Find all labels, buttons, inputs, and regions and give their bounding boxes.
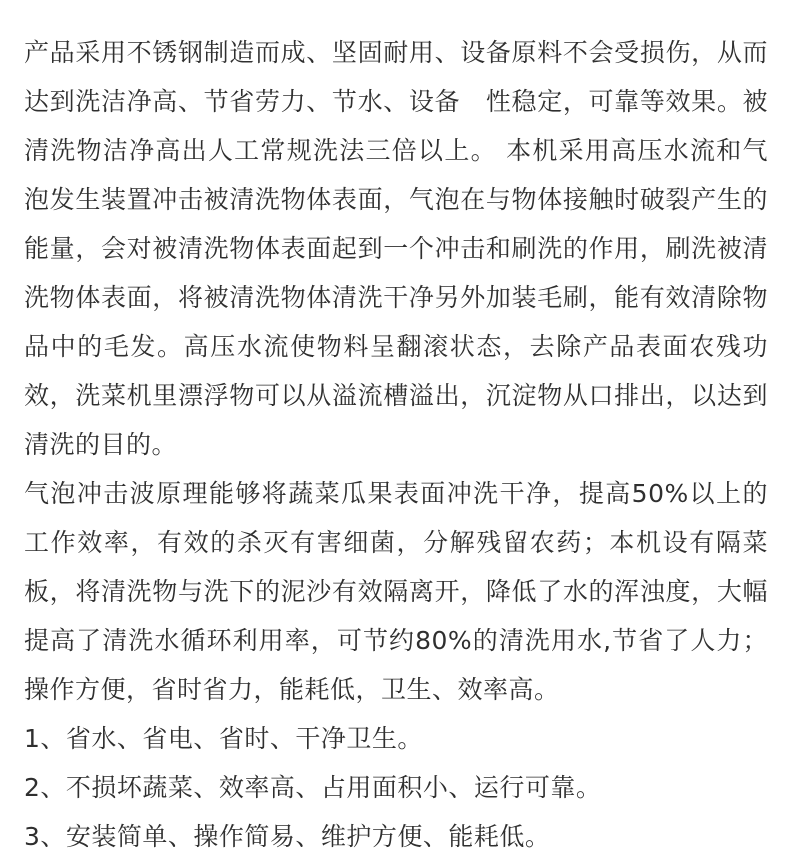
paragraph-bubble-principle: 气泡冲击波原理能够将蔬菜瓜果表面冲洗干净，提高50%以上的工作效率，有效的杀灭有害细菌，分解残留农药；本机设有隔菜板，将清洗物与洗下的泥沙有效隔离开，降低了水的浑浊度，大幅提高了清洗水循环利用率，可节约80%的清洗用水,节省了人力；操作方便，省时省力，能耗低，卫生、效率高。 bbox=[24, 479, 768, 704]
list-item-2: 2、不损坏蔬菜、效率高、占用面积小、运行可靠。 bbox=[24, 773, 602, 802]
list-item-3: 3、安装简单、操作简易、维护方便、能耗低。 bbox=[24, 822, 551, 851]
list-item-1: 1、省水、省电、省时、干净卫生。 bbox=[24, 724, 423, 753]
paragraph-product-description: 产品采用不锈钢制造而成、坚固耐用、设备原料不会受损伤，从而达到洗洁净高、节省劳力、节水、设备 性稳定，可靠等效果。被清洗物洁净高出人工常规洗法三倍以上。 本机采用高压水流和气泡发生装置冲击被清洗物体表面，气泡在与物体接触时破裂产生的能量，会对被清洗物体表面起到一个冲击和刷洗的作用，刷洗被清洗物体表面，将被清洗物体清洗干净另外加装毛刷，能有效清除物品中的毛发。高压水流使物料呈翻滚状态，去除产品表面农残功效，洗菜机里漂浮物可以从溢流槽溢出，沉淀物从口排出，以达到清洗的目的。 bbox=[24, 38, 768, 459]
